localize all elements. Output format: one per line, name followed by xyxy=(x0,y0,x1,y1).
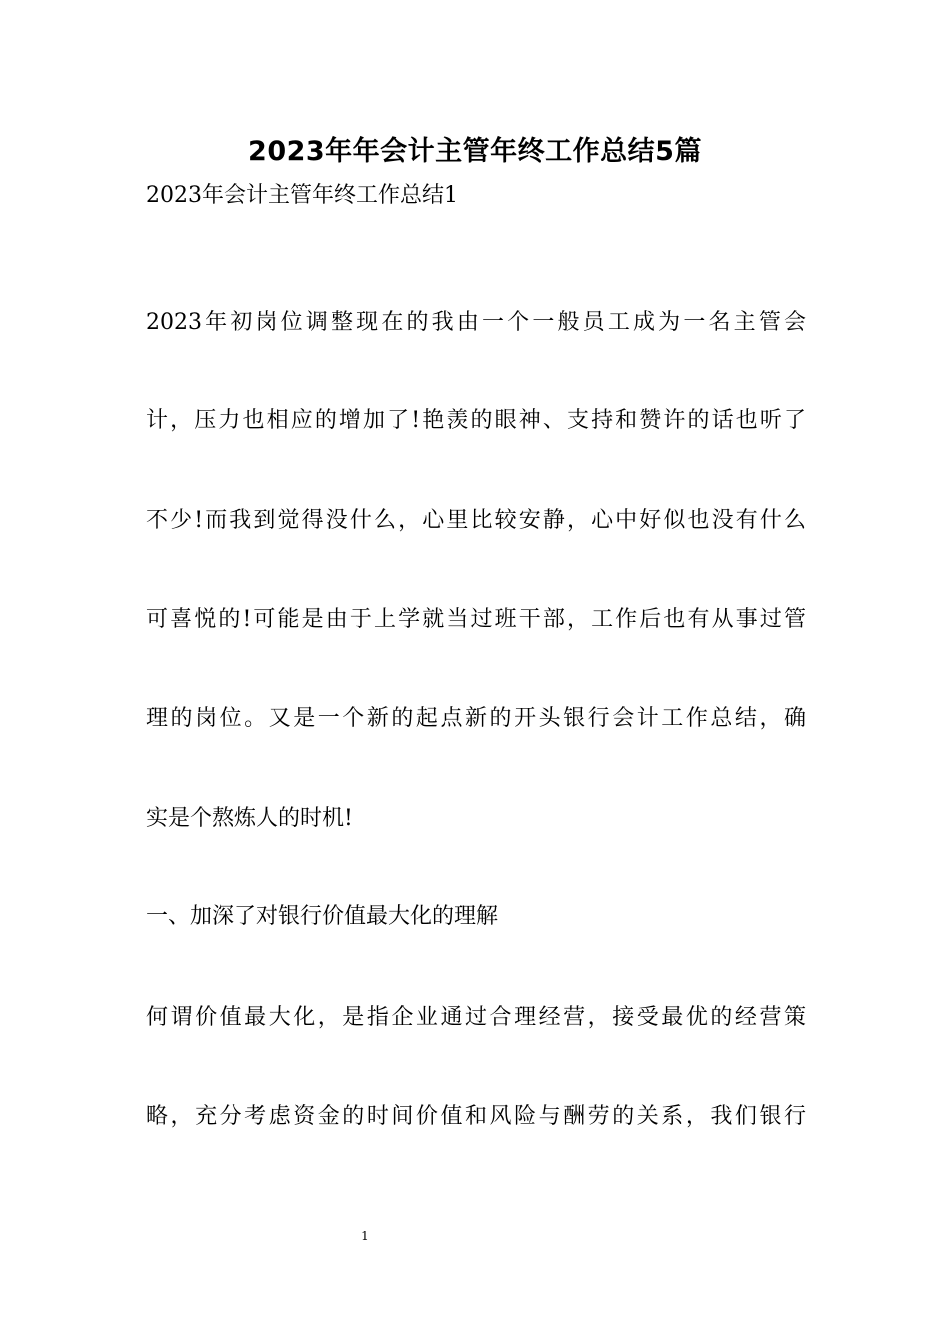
paragraph-line: 可喜悦的!可能是由于上学就当过班干部，工作后也有从事过管 xyxy=(146,607,806,632)
subheading: 一、加深了对银行价值最大化的理解 xyxy=(146,904,499,929)
section-heading: 2023年会计主管年终工作总结1 xyxy=(146,183,458,208)
paragraph-line: 理的岗位。又是一个新的起点新的开头银行会计工作总结，确 xyxy=(146,706,806,731)
paragraph-line: 计，压力也相应的增加了!艳羡的眼神、支持和赞许的话也听了 xyxy=(146,408,806,433)
paragraph-line: 不少!而我到觉得没什么，心里比较安静，心中好似也没有什么 xyxy=(146,508,806,533)
paragraph-line: 实是个熬炼人的时机! xyxy=(146,806,353,831)
paragraph-line: 2023年初岗位调整现在的我由一个一般员工成为一名主管会 xyxy=(146,310,806,335)
paragraph-line: 略，充分考虑资金的时间价值和风险与酬劳的关系，我们银行 xyxy=(146,1104,806,1129)
document-title: 2023年年会计主管年终工作总结5篇 xyxy=(248,136,702,167)
page-number: 1 xyxy=(361,1229,369,1243)
paragraph-line: 何谓价值最大化，是指企业通过合理经营，接受最优的经营策 xyxy=(146,1005,806,1030)
